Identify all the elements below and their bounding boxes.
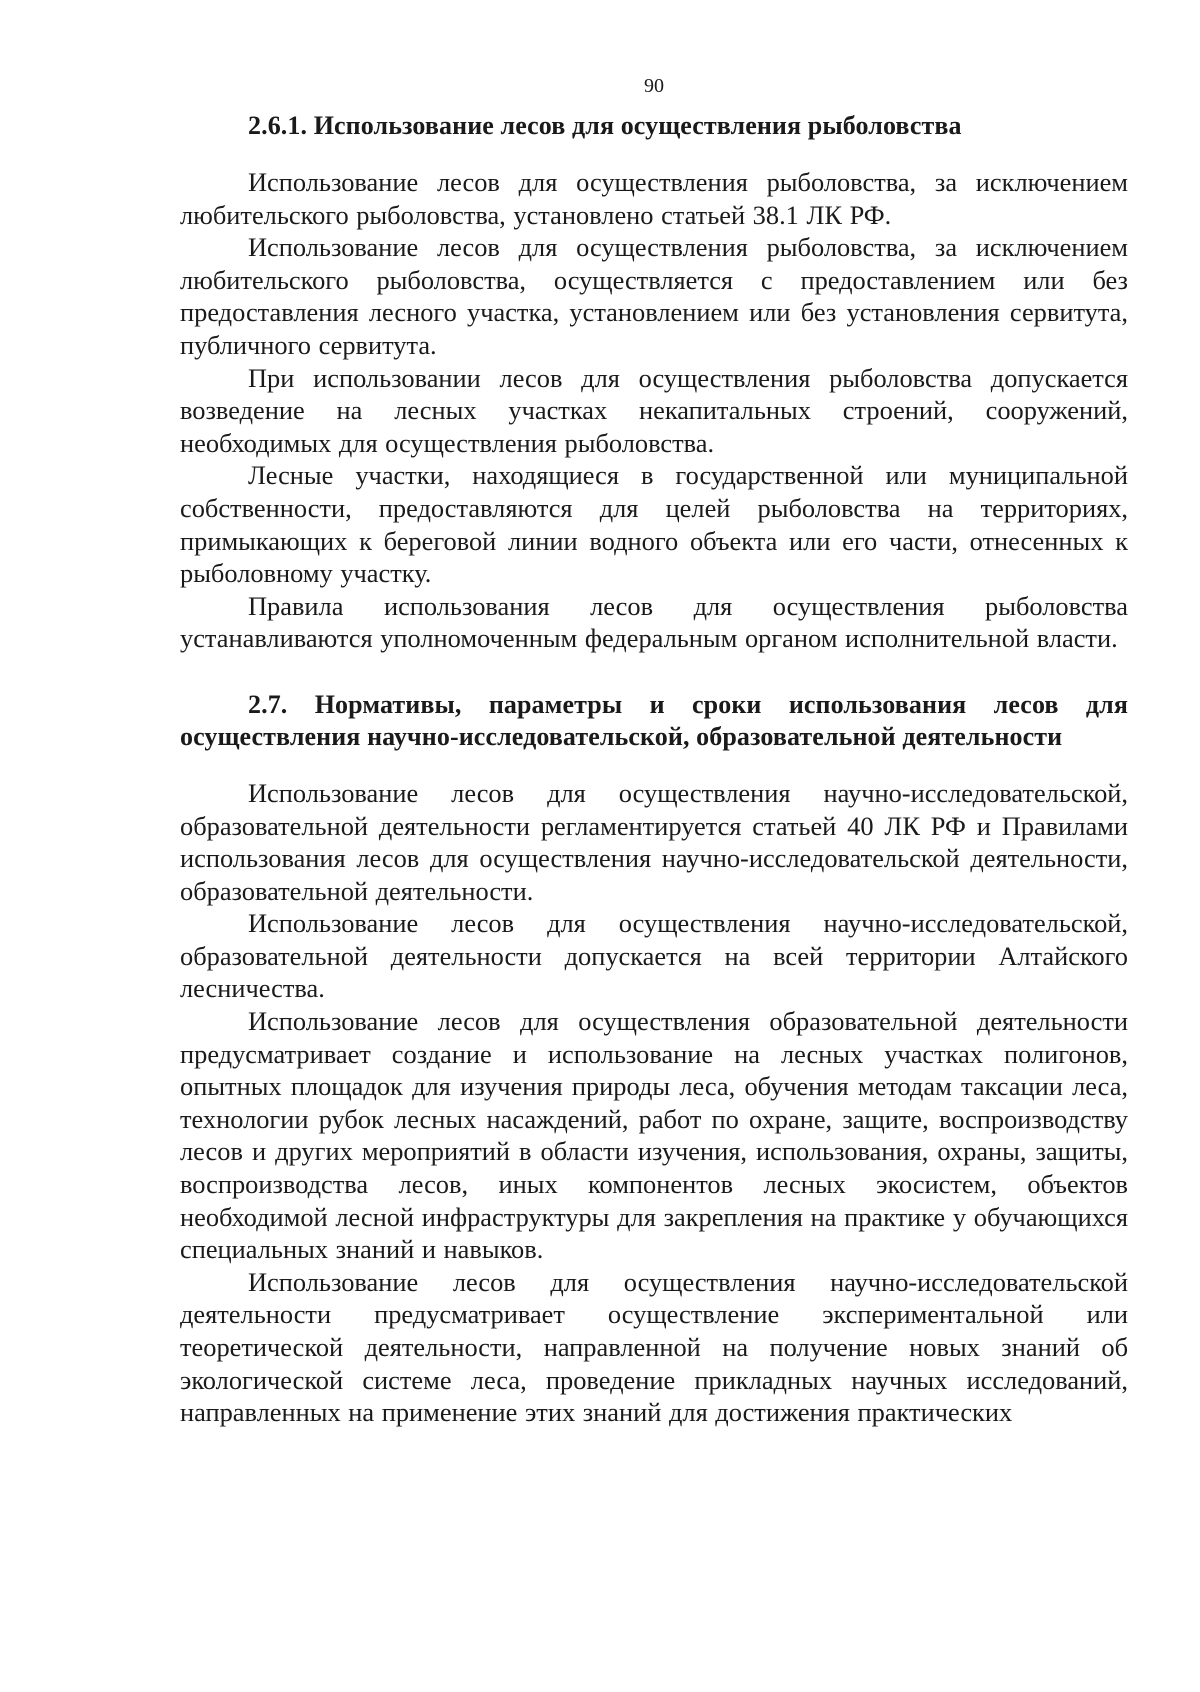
paragraph: Использование лесов для осуществления научно-исследовательской, образовательной деятельности допускается на всей территории Алтайского лесничества.: [180, 908, 1128, 1004]
paragraph: Использование лесов для осуществления рыболовства, за исключением любительского рыболовства, установлено статьей 38.1 ЛК РФ.: [180, 167, 1128, 230]
paragraph: При использовании лесов для осуществления рыболовства допускается возведение на лесных участках некапитальных строений, сооружений, необходимых для осуществления рыболовства.: [180, 362, 1128, 458]
paragraph: Использование лесов для осуществления научно-исследовательской деятельности предусматривает осуществление экспериментальной или теоретической деятельности, направленной на получение новых знаний об экологической системе леса, проведение прикладных научных исследований, направленных на применение этих знаний для достижения практических: [180, 1266, 1128, 1428]
paragraph: Использование лесов для осуществления научно-исследовательской, образовательной деятельности регламентируется статьей 40 ЛК РФ и Правилами использования лесов для осуществления научно-исследовательской деятельности, образовательной деятельности.: [180, 777, 1128, 906]
paragraph: Правила использования лесов для осуществления рыболовства устанавливаются уполномоченным федеральным органом исполнительной власти.: [180, 590, 1128, 654]
paragraph: Лесные участки, находящиеся в государственной или муниципальной собственности, предоставляются для целей рыболовства на территориях, примыкающих к береговой линии водного объекта или его части, отнесенных к рыболовному участку.: [180, 460, 1128, 589]
paragraph: Использование лесов для осуществления образовательной деятельности предусматривает создание и использование на лесных участках полигонов, опытных площадок для изучения природы леса, обучения методам таксации леса, технологии рубок лесных насаждений, работ по охране, защите, воспроизводству лесов и других мероприятий в области изучения, использования, охраны, защиты, воспроизводства лесов, иных компонентов лесных экосистем, объектов необходимой лесной инфраструктуры для закрепления на практике у обучающихся специальных знаний и навыков.: [180, 1006, 1128, 1265]
document-page: [180, 60, 1128, 1429]
page-number: 90: [644, 75, 664, 97]
paragraph: Использование лесов для осуществления рыболовства, за исключением любительского рыболовства, осуществляется с предоставлением или без предоставления лесного участка, установлением или без установления сервитута, публичного сервитута.: [180, 232, 1128, 360]
section-heading-2-6-1: 2.6.1. Использование лесов для осуществления рыболовства: [248, 111, 962, 140]
section-heading-2-7: 2.7. Нормативы, параметры и сроки использования лесов для осуществления научно-исследовательской, образовательной деятельности: [180, 689, 1128, 751]
